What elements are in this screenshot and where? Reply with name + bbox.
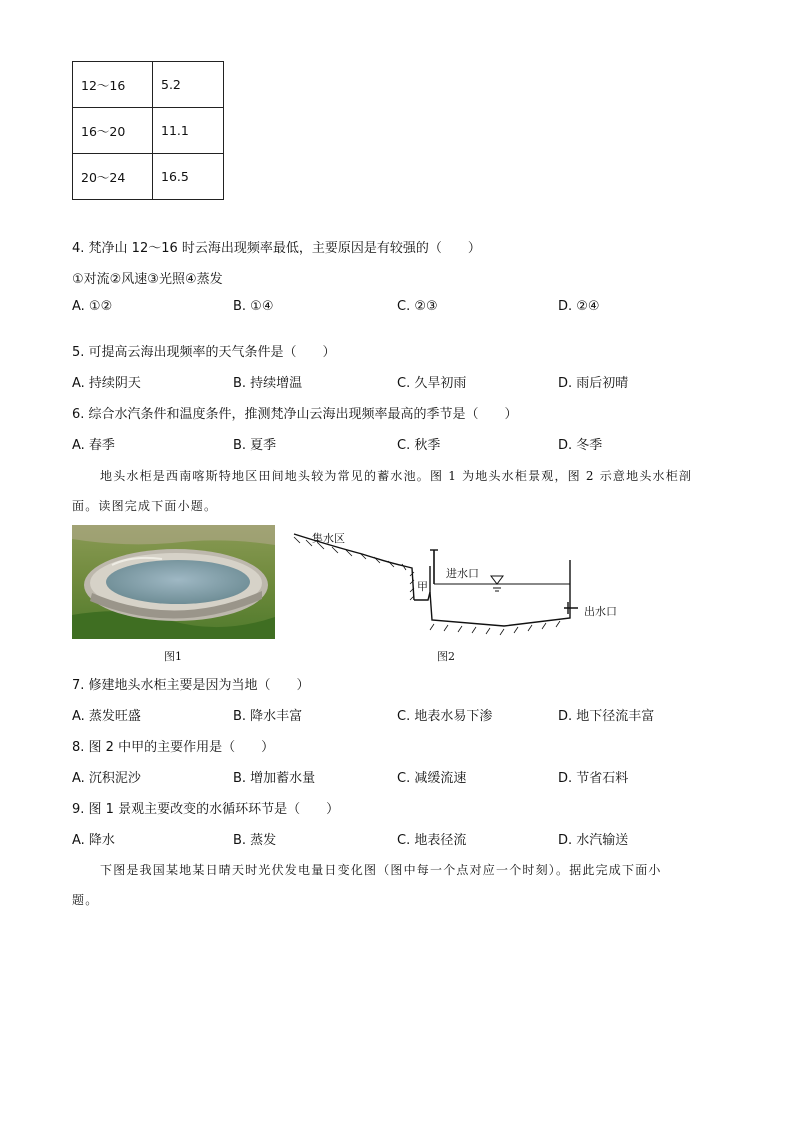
question-5-option-a[interactable]: A. 持续阴天 [72, 376, 141, 391]
figure-2-label-jia: 甲 [417, 580, 428, 593]
question-9-option-b[interactable]: B. 蒸发 [233, 833, 277, 848]
figure-2-caption: 图2 [437, 650, 455, 663]
question-6-option-c[interactable]: C. 秋季 [397, 438, 441, 453]
figure-1-photo [72, 525, 275, 639]
table-cell: 16.5 [153, 154, 224, 200]
passage-1-line-2: 面。读图完成下面小题。 [72, 499, 218, 513]
question-6-option-a[interactable]: A. 春季 [72, 438, 115, 453]
question-4-option-b[interactable]: B. ①④ [233, 299, 274, 314]
question-5-option-d[interactable]: D. 雨后初晴 [558, 376, 629, 391]
question-8-option-d[interactable]: D. 节省石料 [558, 771, 629, 786]
question-7-option-d[interactable]: D. 地下径流丰富 [558, 709, 655, 724]
figure-2-label-outlet: 出水口 [584, 605, 617, 618]
passage-2-line-1: 下图是我国某地某日晴天时光伏发电量日变化图（图中每一个点对应一个时刻）。据此完成下面小 [100, 863, 662, 877]
question-4-option-c[interactable]: C. ②③ [397, 299, 438, 314]
question-7-option-c[interactable]: C. 地表水易下渗 [397, 709, 493, 724]
question-8-option-a[interactable]: A. 沉积泥沙 [72, 771, 141, 786]
question-5-option-c[interactable]: C. 久旱初雨 [397, 376, 467, 391]
question-5-option-b[interactable]: B. 持续增温 [233, 376, 303, 391]
question-5-stem: 5. 可提高云海出现频率的天气条件是（ ） [72, 345, 336, 360]
table-cell: 20～24 [73, 154, 153, 200]
table-row [73, 108, 224, 154]
passage-1-line-1: 地头水柜是西南喀斯特地区田间地头较为常见的蓄水池。图 1 为地头水柜景观，图 2 示意地头水柜剖 [100, 469, 693, 483]
passage-2-line-2: 题。 [72, 893, 99, 907]
question-9-option-d[interactable]: D. 水汽输送 [558, 833, 629, 848]
question-7-option-a[interactable]: A. 蒸发旺盛 [72, 709, 141, 724]
question-8-stem: 8. 图 2 中甲的主要作用是（ ） [72, 740, 275, 755]
figure-2-label-catchment: 集水区 [312, 532, 345, 545]
table-row [73, 154, 224, 200]
question-6-stem: 6. 综合水汽条件和温度条件，推测梵净山云海出现频率最高的季节是（ ） [72, 407, 518, 422]
question-9-stem: 9. 图 1 景观主要改变的水循环环节是（ ） [72, 802, 340, 817]
question-9-option-a[interactable]: A. 降水 [72, 833, 115, 848]
question-7-stem: 7. 修建地头水柜主要是因为当地（ ） [72, 678, 310, 693]
question-6-option-d[interactable]: D. 冬季 [558, 438, 603, 453]
question-6-option-b[interactable]: B. 夏季 [233, 438, 277, 453]
question-4-option-d[interactable]: D. ②④ [558, 299, 600, 314]
figure-2-label-inlet: 进水口 [446, 567, 479, 580]
table-cell: 16～20 [73, 108, 153, 154]
data-table [72, 61, 224, 200]
table-row [73, 62, 224, 108]
table-cell: 5.2 [153, 62, 224, 108]
question-9-option-c[interactable]: C. 地表径流 [397, 833, 467, 848]
figure-1-caption: 图1 [164, 650, 182, 663]
question-8-option-b[interactable]: B. 增加蓄水量 [233, 771, 316, 786]
question-7-option-b[interactable]: B. 降水丰富 [233, 709, 303, 724]
table-cell: 11.1 [153, 108, 224, 154]
question-4-option-a[interactable]: A. ①② [72, 299, 113, 314]
question-4-stem: 4. 梵净山 12～16 时云海出现频率最低，主要原因是有较强的（ ） [72, 241, 481, 256]
question-4-choices-list: ①对流②风速③光照④蒸发 [72, 272, 223, 287]
question-8-option-c[interactable]: C. 减缓流速 [397, 771, 467, 786]
table-cell: 12～16 [73, 62, 153, 108]
